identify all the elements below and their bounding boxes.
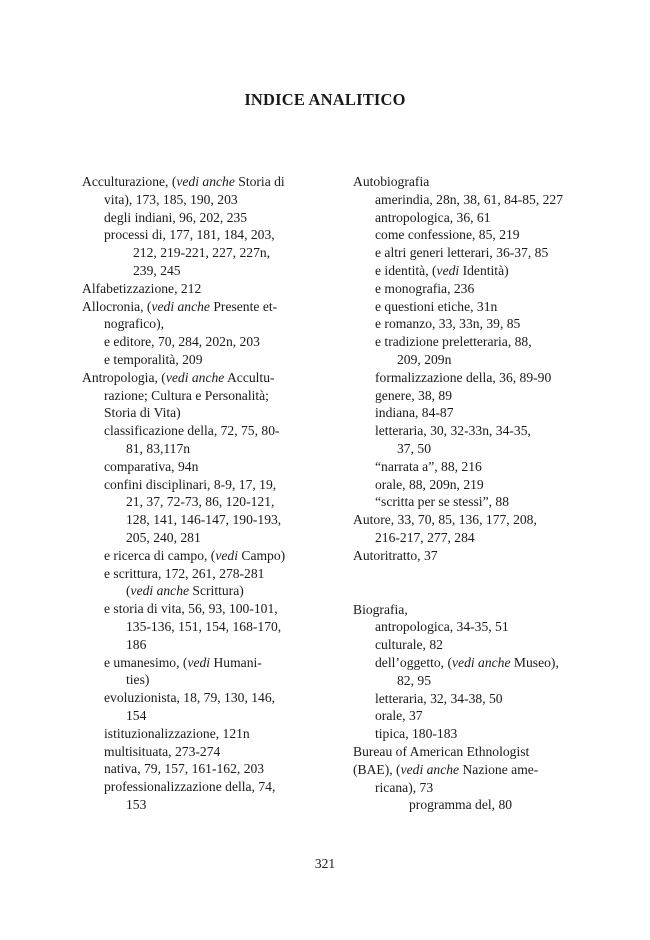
index-entry: classificazione della, 72, 75, 80- [104,423,280,439]
index-entry: evoluzionista, 18, 79, 130, 146, [104,690,276,706]
index-entry: ties) [126,672,150,688]
index-entry: 216-217, 277, 284 [375,529,475,545]
page-title: INDICE ANALITICO [244,90,406,109]
index-entry: come confessione, 85, 219 [375,227,520,243]
index-entry: Autobiografia [353,174,430,189]
index-entry: orale, 88, 209n, 219 [375,476,484,492]
index-entry: e temporalità, 209 [104,351,203,367]
index-entry: e questioni etiche, 31n [375,298,498,314]
index-entry: 81, 83,117n [126,440,191,456]
index-entry: razione; Cultura e Personalità; [104,387,269,403]
index-entry: e scrittura, 172, 261, 278-281 [104,565,265,581]
index-entry: 239, 245 [133,262,181,278]
index-entry: 21, 37, 72-73, 86, 120-121, [126,494,275,510]
index-entry: (vedi anche Scrittura) [126,583,244,599]
index-entry: Storia di Vita) [104,405,181,421]
index-entry: “scritta per se stessi”, 88 [375,494,510,510]
section-spacer [353,565,568,601]
index-entry: e tradizione preletteraria, 88, [375,334,532,350]
index-entry: vita), 173, 185, 190, 203 [104,191,238,207]
index-entry: 82, 95 [397,672,431,688]
index-entry: Allocronia, (vedi anche Presente et- [82,298,278,314]
index-entry: ricana), 73 [375,779,434,795]
index-entry: antropologica, 36, 61 [375,209,491,225]
index-entry: e altri generi letterari, 36-37, 85 [375,245,549,261]
index-entry: 154 [126,707,147,723]
index-entry: Bureau of American Ethnologist [353,743,530,759]
index-entry: “narrata a”, 88, 216 [375,458,482,474]
index-entry: comparativa, 94n [104,458,199,474]
index-entry: Antropologia, (vedi anche Accultu- [82,369,275,385]
index-entry: professionalizzazione della, 74, [104,779,276,795]
index-entry: e romanzo, 33, 33n, 39, 85 [375,316,521,332]
index-entry: 186 [126,636,147,652]
index-entry: e editore, 70, 284, 202n, 203 [104,334,260,350]
index-entry: culturale, 82 [375,637,443,653]
index-entry: nografico), [104,316,165,332]
index-entry: 205, 240, 281 [126,529,201,545]
index-entry: amerindia, 28n, 38, 61, 84-85, 227 [375,191,564,207]
index-entry: e ricerca di campo, (vedi Campo) [104,547,286,563]
index-entry: 153 [126,796,147,812]
index-entry: letteraria, 30, 32-33n, 34-35, [375,423,531,439]
index-entry: e umanesimo, (vedi Humani- [104,654,262,670]
index-entry: processi di, 177, 181, 184, 203, [104,227,275,243]
index-column-right [353,173,568,814]
index-entry: Alfabetizzazione, 212 [82,280,202,296]
index-entry: confini disciplinari, 8-9, 17, 19, [104,476,277,492]
index-entry: programma del, 80 [409,797,513,813]
index-entry: Autore, 33, 70, 85, 136, 177, 208, [353,512,537,528]
index-entry: antropologica, 34-35, 51 [375,619,509,635]
index-entry: orale, 37 [375,708,423,724]
index-entry: 135-136, 151, 154, 168-170, [126,618,282,634]
index-entry: Acculturazione, (vedi anche Storia di [82,174,285,189]
index-entry: e identità, (vedi Identità) [375,262,509,278]
index-entry: multisituata, 273-274 [104,743,221,759]
index-entry: (BAE), (vedi anche Nazione ame- [353,761,539,777]
index-entry: tipica, 180-183 [375,726,458,742]
index-entry: e storia di vita, 56, 93, 100-101, [104,601,278,617]
index-entry: degli indiani, 96, 202, 235 [104,209,248,225]
index-entry: formalizzazione della, 36, 89-90 [375,369,552,385]
index-entry: 128, 141, 146-147, 190-193, [126,512,282,528]
index-entry: nativa, 79, 157, 161-162, 203 [104,761,265,777]
index-entry: Biografia, [353,601,408,617]
index-entry: e monografia, 236 [375,280,475,296]
index-entry: dell’oggetto, (vedi anche Museo), [375,654,559,670]
index-entry: 212, 219-221, 227, 227n, [133,245,271,261]
page-number: 321 [314,856,336,871]
index-entry: 209, 209n [397,351,452,367]
index-entry: istituzionalizzazione, 121n [104,725,250,741]
index-entry: indiana, 84-87 [375,405,454,421]
index-column-left [82,173,300,814]
index-entry: letteraria, 32, 34-38, 50 [375,690,503,706]
index-entry: 37, 50 [397,440,431,456]
index-entry: genere, 38, 89 [375,387,453,403]
index-entry: Autoritratto, 37 [353,547,438,563]
